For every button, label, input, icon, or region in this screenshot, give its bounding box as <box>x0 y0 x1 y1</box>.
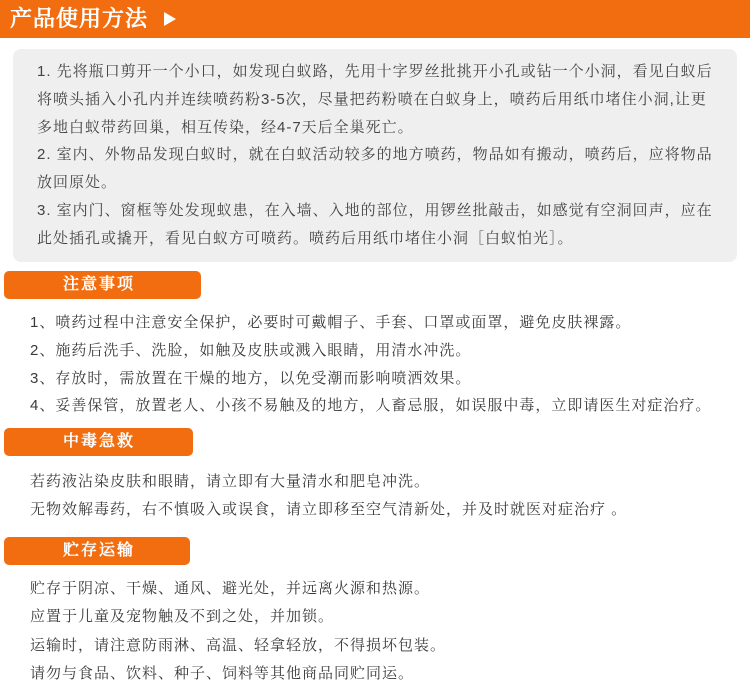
usage-line: 将喷头插入小孔内并连续喷药粉3-5次，尽量把药粉喷在白蚁身上，喷药后用纸巾堵住小洞,让更 <box>37 90 707 108</box>
first-aid-item: 若药液沾染皮肤和眼睛，请立即有大量清水和肥皂冲洗。 <box>30 473 431 490</box>
usage-instructions-box <box>13 49 737 262</box>
usage-line: 此处插孔或撬开，看见白蚁方可喷药。喷药后用纸巾堵住小洞［白蚁怕光］。 <box>37 229 574 247</box>
usage-item <box>37 197 737 253</box>
storage-list <box>30 575 746 688</box>
arrow-right-icon <box>164 12 176 26</box>
page-header <box>0 0 750 38</box>
usage-line: 1. 先将瓶口剪开一个小口，如发现白蚁路，先用十字罗丝批挑开小孔或钻一个小洞，看见白蚁后 <box>37 63 713 80</box>
section-precautions <box>4 271 746 420</box>
precautions-title: 注意事项 <box>4 271 201 299</box>
storage-item: 运输时，请注意防雨淋、高温、轻拿轻放，不得损坏包装。 <box>30 636 447 654</box>
precaution-item: 4、妥善保管，放置老人、小孩不易触及的地方，人畜忌服，如误服中毒，立即请医生对症治疗。 <box>30 397 712 415</box>
storage-title: 贮存运输 <box>4 537 190 565</box>
section-first-aid <box>4 428 746 524</box>
usage-line: 多地白蚁带药回巢，相互传染，经4-7天后全巢死亡。 <box>37 118 414 136</box>
header-title: 产品使用方法 <box>10 6 149 31</box>
first-aid-list <box>30 468 746 524</box>
storage-item: 请勿与食品、饮料、种子、饲料等其他商品同贮同运。 <box>30 664 415 682</box>
precaution-item: 3、存放时，需放置在干燥的地方，以免受潮而影响喷洒效果。 <box>30 369 472 387</box>
usage-item <box>37 141 737 197</box>
precaution-item: 2、施药后洗手、洗脸，如触及皮肤或溅入眼睛，用清水冲洗。 <box>30 341 472 359</box>
first-aid-title: 中毒急救 <box>4 428 193 456</box>
first-aid-item: 无物效解毒药，右不慎吸入或误食，请立即移至空气清新处，并及时就医对症治疗 。 <box>30 500 628 518</box>
usage-line: 放回原处。 <box>37 174 118 192</box>
usage-item <box>37 58 737 141</box>
storage-item: 应置于儿童及宠物触及不到之处，并加锁。 <box>30 608 335 626</box>
usage-line: 3. 室内门、窗框等处发现蚁患，在入墙、入地的部位，用锣丝批敲击，如感觉有空洞回声，应在 <box>37 201 713 219</box>
precautions-list <box>30 309 746 420</box>
usage-line: 2. 室内、外物品发现白蚁时，就在白蚁活动较多的地方喷药，物品如有搬动，喷药后，应将物品 <box>37 146 713 164</box>
storage-item: 贮存于阴凉、干燥、通风、避光处，并远离火源和热源。 <box>30 580 431 597</box>
precaution-item: 1、喷药过程中注意安全保护，必要时可戴帽子、手套、口罩或面罩，避免皮肤裸露。 <box>30 314 632 331</box>
section-storage <box>4 537 746 688</box>
